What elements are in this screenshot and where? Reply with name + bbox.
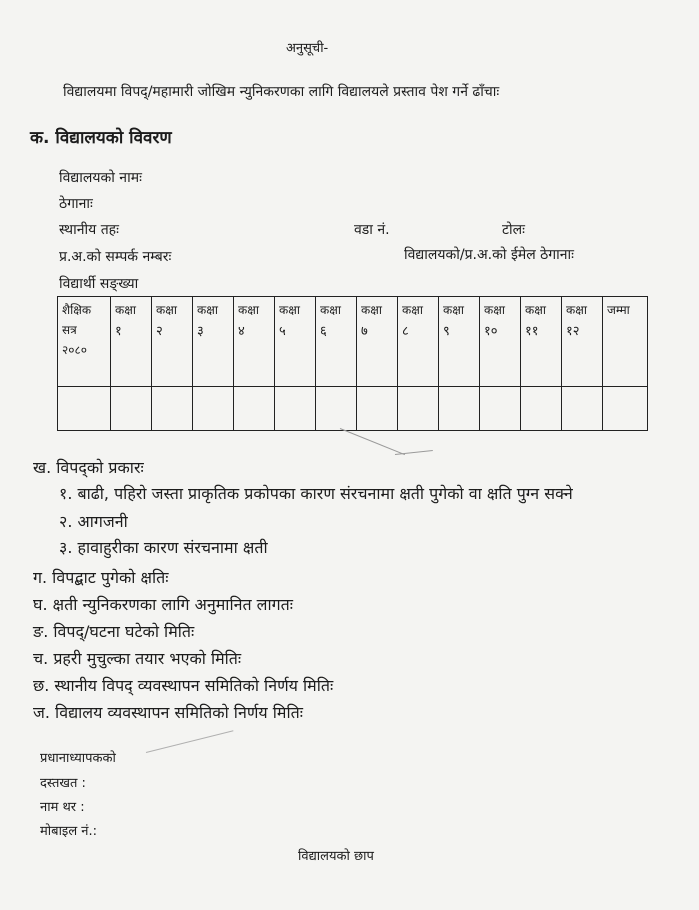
police-report-date-field: च. प्रहरी मुचुल्का तयार भएको मितिः	[33, 649, 242, 668]
class-number: ९	[443, 324, 450, 339]
class-header-cell	[439, 297, 480, 387]
tole-field: टोलः	[502, 222, 526, 238]
incident-date-field: ङ. विपद्/घटना घटेको मितिः	[33, 622, 195, 641]
empty-cell	[152, 387, 193, 431]
class-word: कक्षा	[320, 303, 341, 317]
session-label-2: सत्र	[62, 323, 77, 337]
class-header-cell	[152, 297, 193, 387]
class-word: कक्षा	[361, 303, 382, 317]
school-stamp-label: विद्यालयको छाप	[298, 849, 374, 864]
total-label: जम्मा	[607, 303, 630, 317]
empty-cell	[111, 387, 152, 431]
class-word: कक्षा	[156, 303, 177, 317]
disaster-type-item: २. आगजनी	[59, 512, 128, 531]
student-count-table	[57, 296, 648, 431]
section-kha-heading: ख. विपद्को प्रकारः	[33, 458, 144, 477]
class-header-cell	[234, 297, 275, 387]
session-year: २०८०	[62, 343, 87, 357]
class-header-cell	[480, 297, 521, 387]
empty-cell	[521, 387, 562, 431]
section-ka-heading: क. विद्यालयको विवरण	[30, 128, 172, 148]
empty-cell	[193, 387, 234, 431]
class-word: कक्षा	[402, 303, 423, 317]
class-number: १०	[484, 324, 498, 339]
class-number: ५	[279, 324, 286, 339]
empty-cell	[439, 387, 480, 431]
total-header-cell	[603, 297, 648, 387]
class-number: ८	[402, 324, 409, 339]
class-number: ६	[320, 324, 327, 339]
empty-cell	[316, 387, 357, 431]
class-header-cell	[521, 297, 562, 387]
class-word: कक्षा	[279, 303, 300, 317]
class-word: कक्षा	[566, 303, 587, 317]
class-word: कक्षा	[238, 303, 259, 317]
email-field: विद्यालयको/प्र.अ.को ईमेल ठेगानाः	[404, 247, 575, 263]
table-row	[58, 297, 648, 387]
class-number: २	[156, 324, 163, 339]
class-word: कक्षा	[484, 303, 505, 317]
class-word: कक्षा	[525, 303, 546, 317]
estimated-cost-field: घ. क्षती न्युनिकरणका लागि अनुमानित लागतः	[33, 595, 294, 614]
class-header-cell	[316, 297, 357, 387]
name-field: नाम थर :	[40, 800, 85, 815]
scan-mark	[395, 450, 433, 455]
empty-cell	[58, 387, 111, 431]
class-number: ४	[238, 324, 245, 339]
class-number: १	[115, 324, 122, 339]
table-row	[58, 387, 648, 431]
local-level-field: स्थानीय तहः	[59, 222, 119, 238]
empty-cell	[234, 387, 275, 431]
class-number: १२	[566, 324, 580, 339]
class-header-cell	[398, 297, 439, 387]
form-title: विद्यालयमा विपद्/महामारी जोखिम न्युनिकरणका लागि विद्यालयले प्रस्ताव पेश गर्ने ढाँचाः	[63, 84, 500, 100]
signature-field: दस्तखत :	[40, 776, 86, 791]
empty-cell	[603, 387, 648, 431]
academic-session-cell	[58, 297, 111, 387]
empty-cell	[398, 387, 439, 431]
scan-mark	[340, 428, 405, 455]
empty-cell	[480, 387, 521, 431]
class-header-cell	[562, 297, 603, 387]
student-count-label: विद्यार्थी सङ्ख्या	[59, 276, 139, 292]
ward-no-field: वडा नं.	[354, 222, 390, 238]
empty-cell	[357, 387, 398, 431]
contact-number-field: प्र.अ.को सम्पर्क नम्बरः	[59, 249, 172, 265]
mobile-field: मोबाइल नं.:	[40, 824, 97, 839]
empty-cell	[562, 387, 603, 431]
empty-cell	[275, 387, 316, 431]
class-word: कक्षा	[443, 303, 464, 317]
annex-title: अनुसूची-	[286, 41, 329, 56]
disaster-type-item: १. बाढी, पहिरो जस्ता प्राकृतिक प्रकोपका कारण संरचनामा क्षती पुगेको वा क्षति पुग्न सक्ने	[59, 484, 573, 503]
damage-field: ग. विपद्बाट पुगेको क्षतिः	[33, 568, 169, 587]
class-number: ३	[197, 324, 204, 339]
local-committee-decision-field: छ. स्थानीय विपद् व्यवस्थापन समितिको निर्णय मितिः	[33, 676, 334, 695]
class-word: कक्षा	[197, 303, 218, 317]
headteacher-label: प्रधानाध्यापकको	[40, 751, 116, 766]
class-header-cell	[275, 297, 316, 387]
class-header-cell	[193, 297, 234, 387]
school-name-field: विद्यालयको नामः	[59, 170, 142, 186]
smc-decision-field: ज. विद्यालय व्यवस्थापन समितिको निर्णय मितिः	[33, 703, 303, 722]
class-number: ११	[525, 324, 539, 339]
class-number: ७	[361, 324, 368, 339]
disaster-type-item: ३. हावाहुरीका कारण संरचनामा क्षती	[59, 538, 268, 557]
class-header-cell	[111, 297, 152, 387]
address-field: ठेगानाः	[59, 196, 93, 212]
signature-scribble	[146, 730, 234, 753]
session-label-1: शैक्षिक	[62, 303, 92, 317]
class-header-cell	[357, 297, 398, 387]
class-word: कक्षा	[115, 303, 136, 317]
